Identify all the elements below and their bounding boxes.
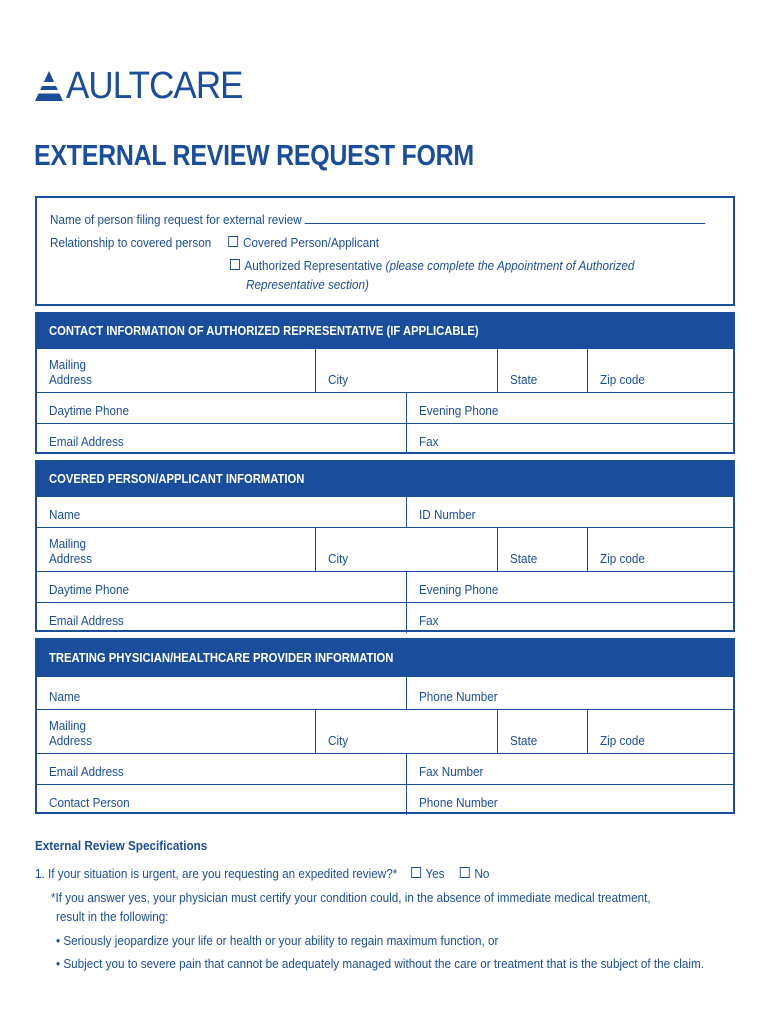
no-label: No [474, 866, 490, 881]
yes-label: Yes [425, 866, 445, 881]
covered-person-checkbox[interactable] [229, 236, 239, 247]
name-field[interactable]: Name [49, 507, 81, 522]
mailing-address-field[interactable]: Mailing Address [49, 536, 92, 566]
mailing-address-field[interactable]: Mailing Address [49, 718, 92, 748]
daytime-phone-field[interactable]: Daytime Phone [49, 403, 130, 418]
no-checkbox[interactable] [460, 867, 470, 878]
name-row [37, 496, 733, 527]
phone-row [37, 571, 733, 602]
yes-checkbox[interactable] [411, 867, 421, 878]
fax-field[interactable]: Fax [406, 603, 733, 633]
authorized-rep-note-2: Representative section) [246, 277, 369, 292]
contact-phone-field[interactable]: Phone Number [406, 785, 733, 815]
filer-name-line [50, 212, 705, 227]
physician-section [35, 638, 735, 814]
urgent-note-line-2: result in the following: [56, 909, 169, 924]
email-field[interactable]: Email Address [49, 613, 124, 628]
state-field[interactable]: State [497, 710, 587, 753]
mailing-address-field[interactable]: Mailing Address [49, 357, 92, 387]
address-row [37, 527, 733, 571]
urgent-note-line-1: *If you answer yes, your physician must certify your condition could, in the absence of immediate medical treatment, [51, 890, 651, 905]
fax-field[interactable]: Fax [406, 424, 733, 454]
evening-phone-field[interactable]: Evening Phone [406, 393, 733, 423]
state-field[interactable]: State [497, 349, 587, 392]
filer-name-label: Name of person filing request for external review [50, 212, 302, 227]
evening-phone-field[interactable]: Evening Phone [406, 572, 733, 602]
specs-heading: External Review Specifications [35, 838, 208, 853]
contact-person-row [37, 784, 733, 815]
daytime-phone-field[interactable]: Daytime Phone [49, 582, 130, 597]
zip-field[interactable]: Zip code [587, 528, 733, 571]
page-title: EXTERNAL REVIEW REQUEST FORM [34, 140, 474, 172]
email-row [37, 423, 733, 454]
bullet-item: • Seriously jeopardize your life or health or your ability to regain maximum function, or [56, 933, 499, 948]
authorized-rep-line [230, 258, 634, 273]
authorized-rep-option-label: Authorized Representative [244, 258, 383, 273]
authorized-rep-note: (please complete the Appointment of Authorized [385, 258, 635, 273]
logo-wordmark: AULTCARE [66, 65, 243, 107]
filer-name-field[interactable] [304, 212, 704, 224]
email-row [37, 602, 733, 633]
email-row [37, 753, 733, 784]
relationship-line [50, 235, 379, 250]
relationship-label: Relationship to covered person [50, 235, 212, 250]
address-row [37, 709, 733, 753]
state-field[interactable]: State [497, 528, 587, 571]
section-heading: CONTACT INFORMATION OF AUTHORIZED REPRESENTATIVE (IF APPLICABLE) [37, 314, 733, 348]
filing-person-box [35, 196, 735, 306]
zip-field[interactable]: Zip code [587, 349, 733, 392]
expedited-question [35, 866, 489, 881]
covered-person-section [35, 460, 735, 632]
expedited-question-text: 1. If your situation is urgent, are you requesting an expedited review?* [35, 866, 398, 881]
city-field[interactable]: City [315, 349, 497, 392]
id-number-field[interactable]: ID Number [406, 497, 733, 527]
city-field[interactable]: City [315, 710, 497, 753]
fax-number-field[interactable]: Fax Number [406, 754, 733, 784]
contact-info-section [35, 312, 735, 454]
authorized-rep-checkbox[interactable] [230, 259, 240, 270]
physician-phone-field[interactable]: Phone Number [406, 677, 733, 709]
covered-person-option-label: Covered Person/Applicant [243, 235, 379, 250]
email-field[interactable]: Email Address [49, 434, 124, 449]
section-heading: TREATING PHYSICIAN/HEALTHCARE PROVIDER INFORMATION [37, 640, 733, 676]
zip-field[interactable]: Zip code [587, 710, 733, 753]
bullet-item: • Subject you to severe pain that cannot be adequately managed without the care or treatment that is the subject of the claim. [56, 956, 704, 971]
section-heading: COVERED PERSON/APPLICANT INFORMATION [37, 462, 733, 496]
email-field[interactable]: Email Address [49, 764, 124, 779]
address-row [37, 348, 733, 392]
contact-person-field[interactable]: Contact Person [49, 795, 130, 810]
name-row [37, 676, 733, 709]
physician-name-field[interactable]: Name [49, 689, 81, 704]
city-field[interactable]: City [315, 528, 497, 571]
aultcare-logo [34, 65, 258, 107]
aultcare-logo-mark [34, 70, 64, 102]
phone-row [37, 392, 733, 423]
